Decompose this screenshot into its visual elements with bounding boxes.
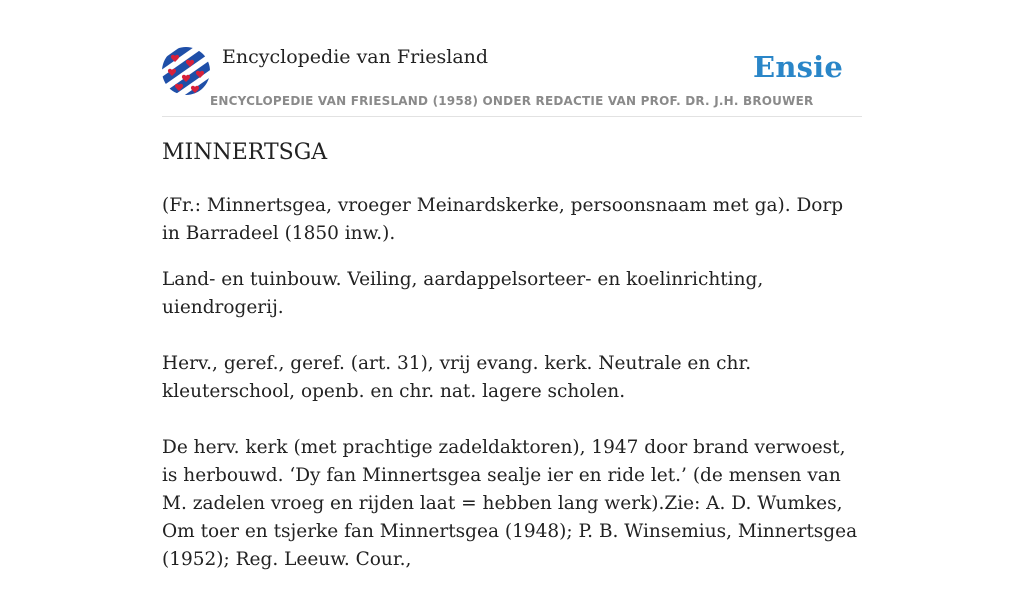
site-title-link[interactable]: Encyclopedie van Friesland <box>222 46 489 68</box>
entry-content <box>162 192 862 592</box>
frisian-flag-logo-icon[interactable] <box>162 47 210 95</box>
entry-paragraph-history: De herv. kerk (met prachtige zadeldaktoren), 1947 door brand verwoest, is herbouwd. ‘Dy fan Minnertsgea sealje ier en ride let.’ (de mensen van M. zadelen vroeg en rijden laat = hebben lang werk).Zie: A. D. Wumkes, Om toer en tsjerke fan Minnertsgea (1948); P. B. Winsemius, Minnertsgea (1952); Reg. Leeuw. Cour., <box>162 437 858 570</box>
site-subtitle: ENCYCLOPEDIE VAN FRIESLAND (1958) ONDER REDACTIE VAN PROF. DR. J.H. BROUWER <box>210 94 814 108</box>
entry-paragraph-intro: (Fr.: Minnertsgea, vroeger Meinardskerke, persoonsnaam met ga). Dorp in Barradeel (1850 inw.). <box>162 195 844 244</box>
entry-paragraph-economy: Land- en tuinbouw. Veiling, aardappelsorteer- en koelinrichting, uiendrogerij. <box>162 269 764 318</box>
page <box>162 0 862 570</box>
ensie-brand-link[interactable]: Ensie <box>753 50 843 84</box>
entry-title: MINNERTSGA <box>162 140 328 165</box>
site-header <box>162 0 862 117</box>
entry-paragraph-churches-schools: Herv., geref., geref. (art. 31), vrij evang. kerk. Neutrale en chr. kleuterschool, openb. en chr. nat. lagere scholen. <box>162 353 752 402</box>
